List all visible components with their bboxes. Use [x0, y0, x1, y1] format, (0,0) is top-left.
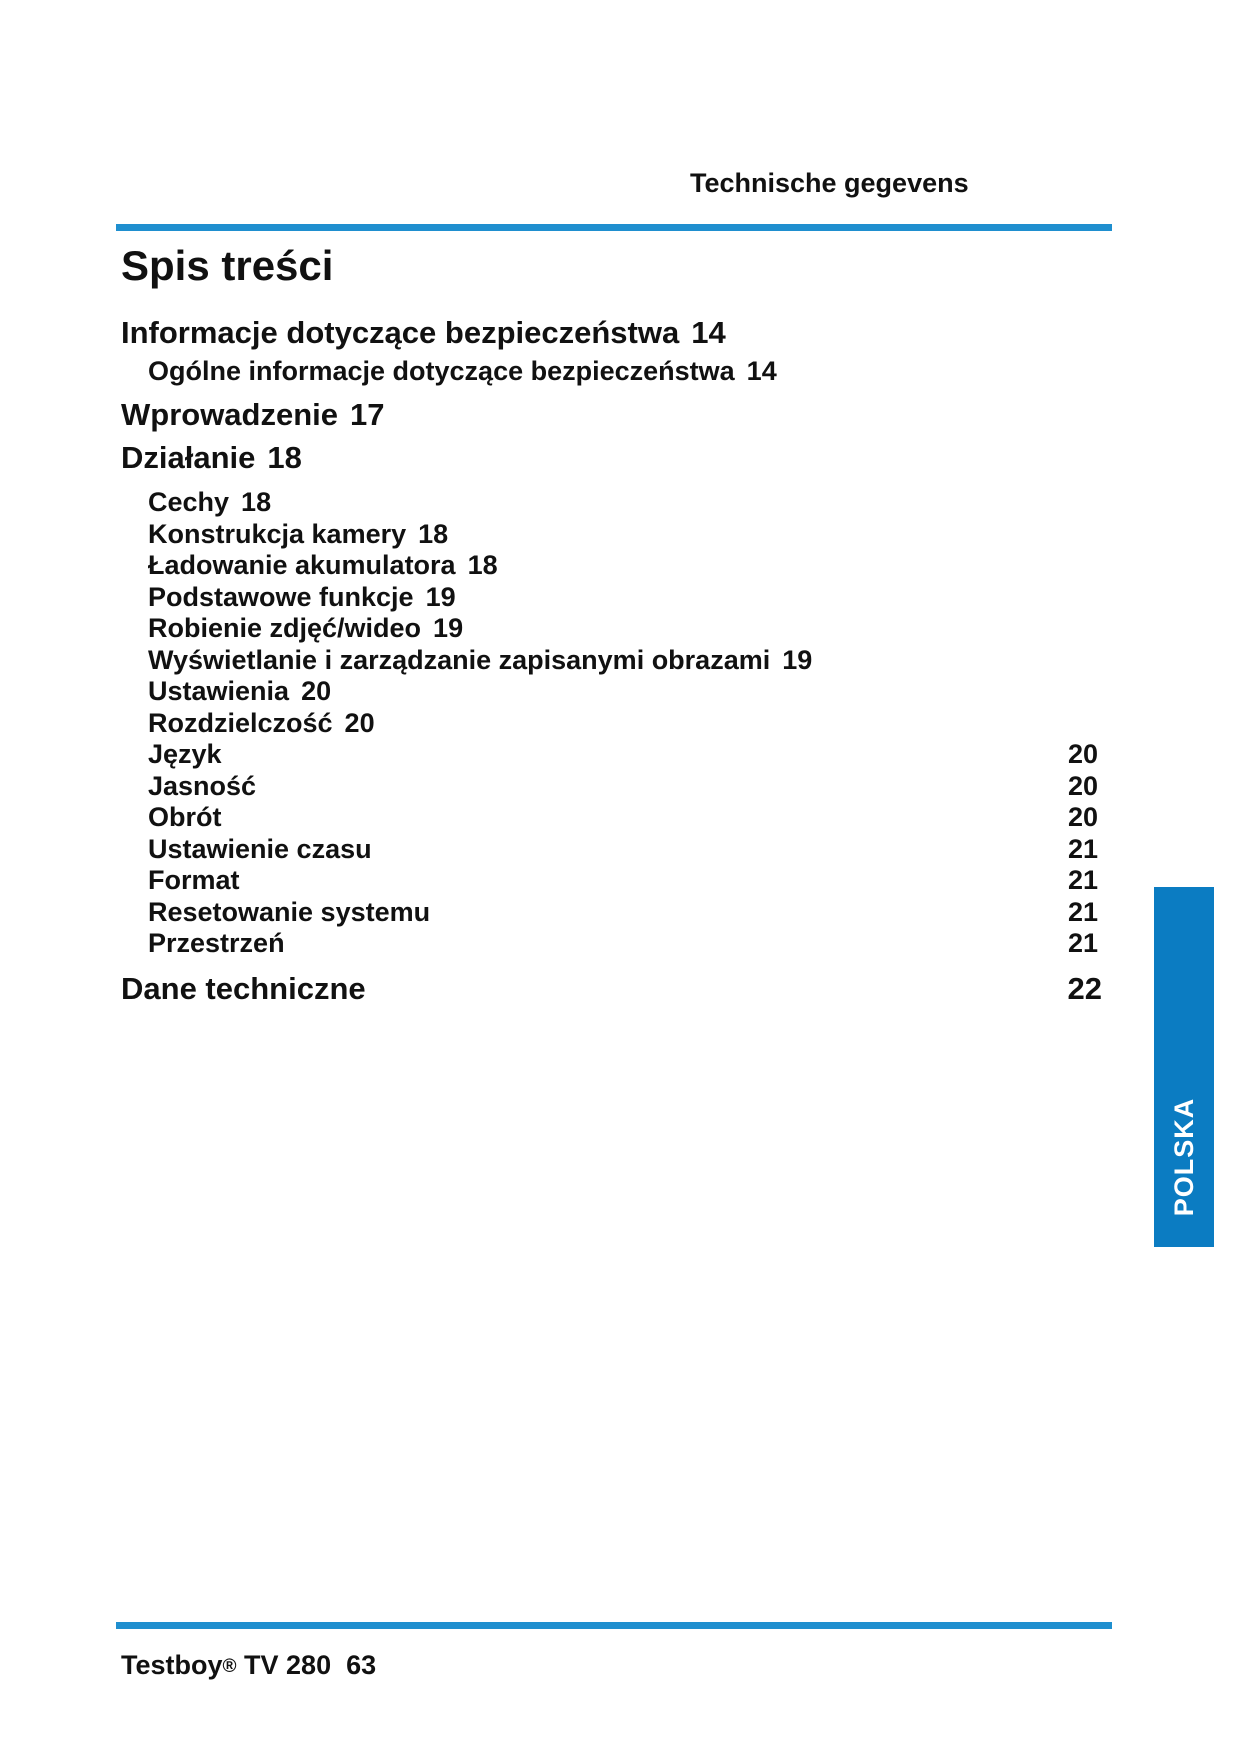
toc-entry-brightness: [148, 770, 1098, 802]
toc-entry-label: Działanie: [121, 440, 256, 475]
toc-entry-basic-functions: [148, 581, 456, 613]
toc-entry-page: 18: [418, 519, 449, 549]
toc-entry-label: Cechy: [148, 487, 230, 517]
toc-entry-label: Dane techniczne: [121, 971, 366, 1006]
toc-entry-label: Resetowanie systemu: [148, 897, 431, 927]
toc-entry-settings: [148, 675, 331, 707]
toc-entry-safety-information: [121, 314, 726, 352]
toc-entry-page: 18: [267, 440, 302, 475]
toc-entry-introduction: [121, 396, 385, 434]
toc-entry-page: 20: [344, 708, 375, 738]
toc-entry-label: Obrót: [148, 802, 222, 832]
toc-entry-page: 18: [467, 550, 498, 580]
toc-entry-label: Robienie zdjęć/wideo: [148, 613, 422, 643]
toc-entry-resolution: [148, 707, 375, 739]
toc-entry-page: 14: [691, 315, 726, 350]
toc-entry-label: Ustawienia: [148, 676, 290, 706]
toc-entry-label: Informacje dotyczące bezpieczeństwa: [121, 315, 680, 350]
toc-entry-general-safety-information: [148, 355, 777, 387]
header-rule: [116, 224, 1112, 231]
toc-entry-page: 18: [241, 487, 272, 517]
toc-entry-label: Język: [148, 739, 222, 769]
toc-entry-page: 20: [1067, 802, 1098, 832]
toc-entry-storage-space: [148, 927, 1098, 959]
toc-entry-label: Przestrzeń: [148, 928, 285, 958]
toc-entry-page: 21: [1067, 834, 1098, 864]
toc-entry-operation: [121, 439, 302, 477]
toc-entry-label: Jasność: [148, 771, 257, 801]
toc-entry-page: 19: [782, 645, 813, 675]
toc-entry-label: Wprowadzenie: [121, 397, 339, 432]
toc-entry-label: Wyświetlanie i zarządzanie zapisanymi obrazami: [148, 645, 771, 675]
toc-entry-page: 17: [350, 397, 385, 432]
toc-entry-page: 21: [1067, 928, 1098, 958]
toc-entry-page: 21: [1067, 865, 1098, 895]
toc-entry-page: 19: [425, 582, 456, 612]
toc-entry-format: [148, 864, 1098, 896]
language-side-tab-label: POLSKA: [1169, 1097, 1199, 1217]
language-side-tab: [1154, 887, 1214, 1247]
toc-entry-language: [148, 738, 1098, 770]
toc-entry-page: 14: [746, 356, 777, 386]
toc-entry-page: 20: [1067, 739, 1098, 769]
toc-entry-page: 20: [301, 676, 332, 706]
toc-entry-label: Rozdzielczość: [148, 708, 333, 738]
toc-entry-label: Ustawienie czasu: [148, 834, 372, 864]
registered-trademark-mark: ®: [222, 1656, 237, 1677]
toc-title: Spis treści: [121, 242, 334, 289]
toc-entry-page: 21: [1067, 897, 1098, 927]
toc-entry-technical-data: [121, 970, 1102, 1008]
toc-entry-camera-design: [148, 518, 448, 550]
toc-entry-rotation: [148, 801, 1098, 833]
toc-entry-label: Konstrukcja kamery: [148, 519, 407, 549]
toc-entry-page: 22: [1067, 971, 1102, 1006]
footer-brand: Testboy: [121, 1650, 223, 1680]
toc-entry-taking-photos-video: [148, 612, 463, 644]
toc-entry-system-reset: [148, 896, 1098, 928]
toc-entry-battery-charging: [148, 549, 498, 581]
toc-entry-viewing-managing-images: [148, 644, 812, 676]
toc-entry-label: Ładowanie akumulatora: [148, 550, 456, 580]
toc-entry-features: [148, 486, 271, 518]
footer-model: TV 280: [244, 1650, 332, 1680]
page-footer: [121, 1648, 376, 1684]
footer-rule: [116, 1622, 1112, 1629]
toc-entry-label: Ogólne informacje dotyczące bezpieczeństwa: [148, 356, 735, 386]
footer-page-number: 63: [346, 1650, 377, 1680]
toc-entry-page: 19: [433, 613, 464, 643]
toc-entry-page: 20: [1067, 771, 1098, 801]
toc-entry-label: Format: [148, 865, 240, 895]
running-header: Technische gegevens: [690, 168, 969, 198]
toc-entry-time-setting: [148, 833, 1098, 865]
toc-entry-label: Podstawowe funkcje: [148, 582, 414, 612]
